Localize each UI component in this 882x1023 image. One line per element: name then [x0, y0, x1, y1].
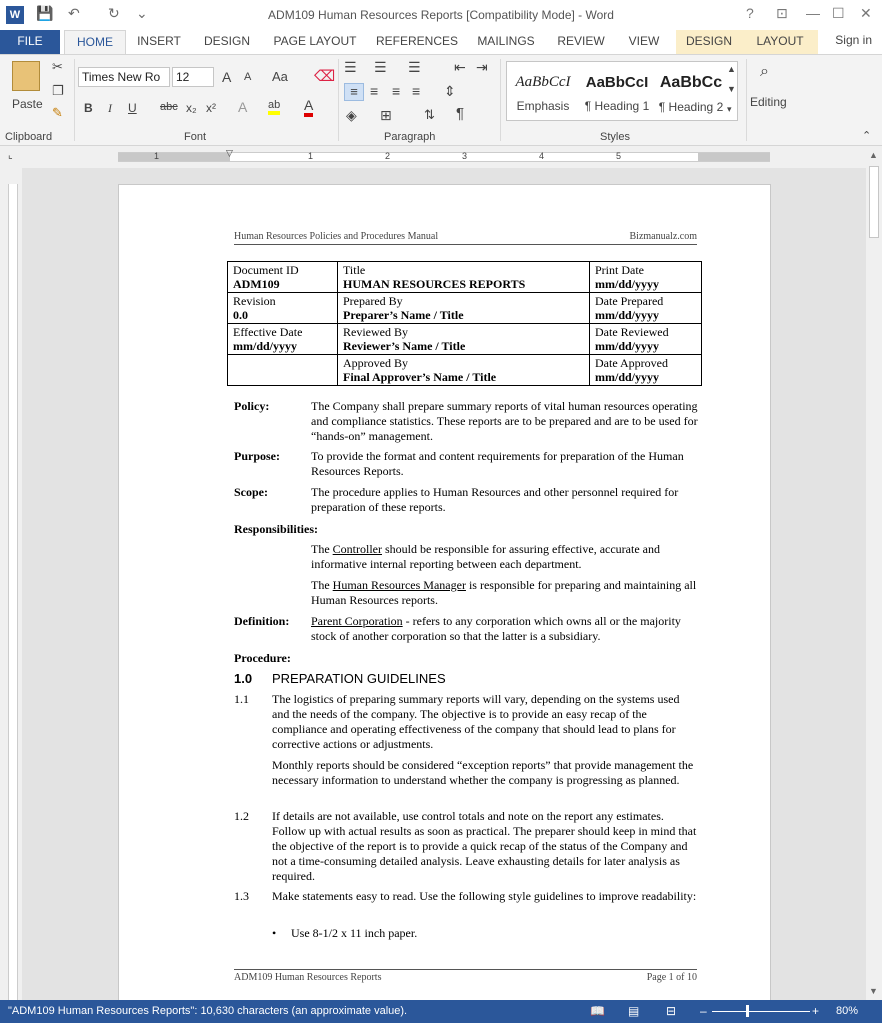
vertical-ruler-track: [8, 184, 18, 1000]
section-number: 1.1: [234, 692, 249, 706]
tab-table-design[interactable]: DESIGN: [676, 30, 742, 54]
window-title: ADM109 Human Resources Reports [Compatibility Mode] - Word: [268, 8, 614, 22]
table-cell[interactable]: Effective Date mm/dd/yyyy: [228, 324, 338, 355]
policy-text: The Company shall prepare summary reports of vital human resources operating and compliance statistics. These reports are to be prepared and are to be used for “hands-on” management.: [311, 399, 698, 443]
vertical-scrollbar[interactable]: [866, 146, 882, 1000]
responsibility-hr-manager: [311, 578, 699, 608]
ruler-number: 1: [308, 151, 314, 161]
section-number: 1.3: [234, 889, 249, 903]
font-group-label: Font: [184, 131, 207, 143]
clipboard-group-label: Clipboard: [5, 131, 53, 143]
scope-label: Scope:: [234, 485, 268, 499]
table-cell[interactable]: Date Prepared mm/dd/yyyy: [590, 293, 702, 324]
increase-indent-icon[interactable]: ⇥: [476, 59, 488, 75]
definition-label: Definition:: [234, 614, 290, 628]
zoom-level[interactable]: 80%: [836, 1005, 859, 1017]
font-size-combo[interactable]: 12: [172, 67, 214, 87]
find-icon[interactable]: ⌕: [760, 63, 769, 80]
tab-design[interactable]: DESIGN: [203, 34, 250, 48]
text-effects-button[interactable]: A: [238, 99, 248, 115]
resp2-text: is responsible for preparing and maintaining all Human Resources reports.: [311, 578, 697, 607]
purpose-text: To provide the format and content requirements for preparation of the Human Resources Reports.: [311, 449, 684, 478]
section-text: If details are not available, use control totals and note on the report any estimates. Follow up with actual results as soon as practical. The preparer should keep in mind that the objective of the report is to provide a quick recap of the status of the Company and not a time-consuming detailed analysis. Leave exhausting details for later analysis as required.: [272, 809, 697, 883]
table-cell[interactable]: Revision 0.0: [228, 293, 338, 324]
zoom-slider[interactable]: [712, 1011, 810, 1012]
help-button[interactable]: ?: [746, 5, 754, 21]
undo-icon[interactable]: ↶: [68, 5, 80, 21]
minimize-button[interactable]: —: [806, 5, 820, 21]
horizontal-ruler[interactable]: [0, 146, 882, 168]
header-right: Bizmanualz.com: [629, 231, 697, 242]
ruler-number: 1: [154, 151, 160, 161]
table-row: [228, 262, 702, 293]
page-header: [234, 231, 697, 245]
bullet-text: Use 8-1/2 x 11 inch paper.: [291, 926, 418, 940]
controller-role: Controller: [332, 542, 382, 556]
tab-home[interactable]: HOME: [64, 30, 126, 55]
format-painter-icon[interactable]: ✎: [52, 105, 63, 120]
table-cell[interactable]: Reviewed By Reviewer’s Name / Title: [338, 324, 590, 355]
responsibility-controller: [311, 542, 699, 572]
collapse-ribbon-icon[interactable]: ⌃: [862, 130, 872, 142]
subscript-button[interactable]: x₂: [186, 101, 197, 115]
zoom-out-button[interactable]: –: [700, 1004, 707, 1018]
resp1-prefix: The: [311, 542, 333, 556]
section-1-1-paragraph-2: Monthly reports should be considered “exception reports” that provide management the necessary information to understand whether the company is progressing as planned.: [272, 758, 694, 787]
grow-font-button[interactable]: A: [222, 69, 232, 85]
group-divider: [500, 59, 501, 141]
copy-icon[interactable]: ❐: [52, 83, 64, 98]
style-heading-1[interactable]: AaBbCcI ¶ Heading 1: [584, 74, 650, 113]
word-app-icon[interactable]: W: [6, 6, 24, 24]
heading-number: 1.0: [234, 671, 253, 686]
maximize-button[interactable]: ☐: [832, 5, 845, 21]
table-cell[interactable]: Title HUMAN RESOURCES REPORTS: [338, 262, 590, 293]
resp2-prefix: The: [311, 578, 333, 592]
section-number: 1.2: [234, 809, 249, 823]
scroll-up-icon[interactable]: ▲: [869, 150, 878, 160]
table-cell[interactable]: Print Date mm/dd/yyyy: [590, 262, 702, 293]
bullet-icon: •: [272, 926, 277, 940]
read-mode-icon[interactable]: 📖: [590, 1004, 605, 1018]
footer-left: ADM109 Human Resources Reports: [234, 972, 382, 983]
table-row: [228, 355, 702, 386]
vertical-ruler: [0, 168, 22, 1000]
redo-icon[interactable]: ↻: [108, 5, 120, 21]
header-left: Human Resources Policies and Procedures Manual: [234, 231, 439, 242]
tab-references[interactable]: REFERENCES: [375, 34, 458, 48]
table-cell[interactable]: Date Reviewed mm/dd/yyyy: [590, 324, 702, 355]
responsibilities-label: Responsibilities:: [234, 522, 319, 536]
ruler-left-margin: [118, 153, 230, 161]
underline-button[interactable]: U: [128, 101, 137, 115]
tab-review[interactable]: REVIEW: [557, 34, 605, 48]
align-right-icon[interactable]: ≡: [392, 83, 401, 99]
sign-in-link[interactable]: Sign in: [835, 33, 872, 47]
zoom-slider-handle[interactable]: [746, 1005, 749, 1017]
scroll-down-icon[interactable]: ▼: [869, 986, 878, 996]
document-page[interactable]: [118, 184, 771, 1000]
shading-icon[interactable]: ◈: [346, 107, 357, 123]
table-cell[interactable]: Prepared By Preparer’s Name / Title: [338, 293, 590, 324]
numbering-icon[interactable]: ☰: [374, 59, 387, 75]
policy-label: Policy:: [234, 399, 270, 413]
ruler-number: 5: [616, 151, 622, 161]
status-bar: [0, 1000, 882, 1023]
highlight-button[interactable]: ab: [268, 99, 280, 115]
cut-icon[interactable]: ✂: [52, 59, 63, 74]
style-heading-2[interactable]: AaBbCc ¶ Heading 2: [658, 74, 724, 114]
section-text: Make statements easy to read. Use the following style guidelines to improve readability:: [272, 889, 697, 903]
scope-text: The procedure applies to Human Resources and other personnel required for preparation of these reports.: [311, 485, 679, 514]
change-case-button[interactable]: Aa: [272, 69, 288, 84]
table-row: [228, 293, 702, 324]
save-icon[interactable]: 💾: [36, 5, 54, 21]
indent-marker-icon[interactable]: ▽: [226, 148, 233, 158]
ruler-number: 4: [539, 151, 545, 161]
table-row: [228, 324, 702, 355]
close-button[interactable]: ✕: [860, 5, 872, 21]
ribbon-tabs: [0, 30, 882, 54]
styles-gallery: [506, 61, 738, 121]
decrease-indent-icon[interactable]: ⇤: [454, 59, 466, 75]
show-formatting-button[interactable]: ¶: [456, 105, 465, 122]
scroll-thumb[interactable]: [869, 166, 879, 238]
table-cell[interactable]: Document ID ADM109: [228, 262, 338, 293]
italic-button[interactable]: I: [108, 101, 112, 115]
borders-icon[interactable]: ⊞: [380, 107, 392, 123]
line-spacing-icon[interactable]: ⇕: [444, 83, 456, 99]
tab-mailings[interactable]: MAILINGS: [477, 34, 535, 48]
procedure-label: Procedure:: [234, 651, 291, 665]
section-text: The logistics of preparing summary reports will vary, depending on the systems used and the needs of the company. The objective is to provide an easy recap of the compliance and operating effectiveness of the company that should lead to plans for corrective actions or adjustments.: [272, 692, 680, 751]
ruler-number: 2: [385, 151, 391, 161]
ribbon: [0, 54, 882, 146]
font-color-button[interactable]: A: [304, 97, 313, 117]
table-cell[interactable]: [228, 355, 338, 386]
web-layout-icon[interactable]: ⊟: [666, 1004, 677, 1018]
title-bar: [0, 0, 882, 30]
table-cell[interactable]: Approved By Final Approver’s Name / Title: [338, 355, 590, 386]
tab-table-layout[interactable]: LAYOUT: [742, 30, 818, 54]
heading-text: PREPARATION GUIDELINES: [272, 671, 446, 686]
font-name-combo[interactable]: Times New Ro: [78, 67, 170, 87]
print-layout-icon[interactable]: ▤: [628, 1004, 640, 1018]
page-footer: [234, 969, 697, 983]
styles-scroll-up-icon[interactable]: ▲: [727, 64, 736, 74]
styles-scroll-down-icon[interactable]: ▼: [727, 84, 736, 94]
definition-term: Parent Corporation: [311, 614, 403, 628]
group-divider: [74, 59, 75, 141]
group-divider: [746, 59, 747, 141]
bold-button[interactable]: B: [84, 101, 93, 115]
styles-group-label: Styles: [600, 131, 630, 143]
tab-view[interactable]: VIEW: [628, 34, 660, 48]
align-left-icon[interactable]: ≡: [344, 83, 364, 101]
tab-file[interactable]: FILE: [0, 30, 60, 54]
definition-text: - refers to any corporation which owns all or the majority stock of another corporation so that the latter is a subsidiary.: [311, 614, 681, 643]
shrink-font-button[interactable]: A: [244, 71, 252, 83]
strikethrough-button[interactable]: abc: [160, 101, 178, 113]
purpose-label: Purpose:: [234, 449, 280, 463]
editing-button[interactable]: Editing: [750, 95, 787, 109]
bullets-icon[interactable]: ☰: [344, 59, 357, 75]
customize-qat-icon[interactable]: ⌄: [136, 5, 148, 21]
status-message: "ADM109 Human Resources Reports": 10,630 characters (an approximate value).: [8, 1005, 408, 1017]
sort-icon[interactable]: ⇅: [424, 107, 435, 122]
multilevel-list-icon[interactable]: ☰: [408, 59, 421, 75]
paste-button[interactable]: Paste: [12, 97, 43, 111]
ruler-right-margin: [698, 153, 770, 161]
justify-icon[interactable]: ≡: [412, 83, 421, 99]
clear-formatting-icon[interactable]: ⌫: [314, 68, 336, 85]
document-area[interactable]: [22, 168, 866, 1000]
ruler-number: 3: [462, 151, 468, 161]
group-divider: [338, 59, 339, 141]
tab-page-layout[interactable]: PAGE LAYOUT: [273, 34, 357, 48]
styles-more-icon[interactable]: ▾: [727, 104, 732, 114]
tab-selector-icon[interactable]: ⌞: [8, 150, 13, 161]
paste-icon[interactable]: [12, 61, 40, 91]
style-emphasis[interactable]: AaBbCcI Emphasis: [515, 74, 571, 113]
tab-insert[interactable]: INSERT: [137, 34, 181, 48]
table-cell[interactable]: Date Approved mm/dd/yyyy: [590, 355, 702, 386]
ribbon-display-button[interactable]: ⊡: [776, 5, 788, 21]
superscript-button[interactable]: x²: [206, 101, 216, 115]
align-center-icon[interactable]: ≡: [370, 83, 379, 99]
paragraph-group-label: Paragraph: [384, 131, 436, 143]
zoom-in-button[interactable]: +: [812, 1004, 820, 1018]
hr-manager-role: Human Resources Manager: [332, 578, 466, 592]
document-control-table: [227, 261, 702, 386]
resp1-text: should be responsible for assuring effective, accurate and informative internal reporting between each department.: [311, 542, 660, 571]
footer-right: Page 1 of 10: [646, 972, 697, 983]
